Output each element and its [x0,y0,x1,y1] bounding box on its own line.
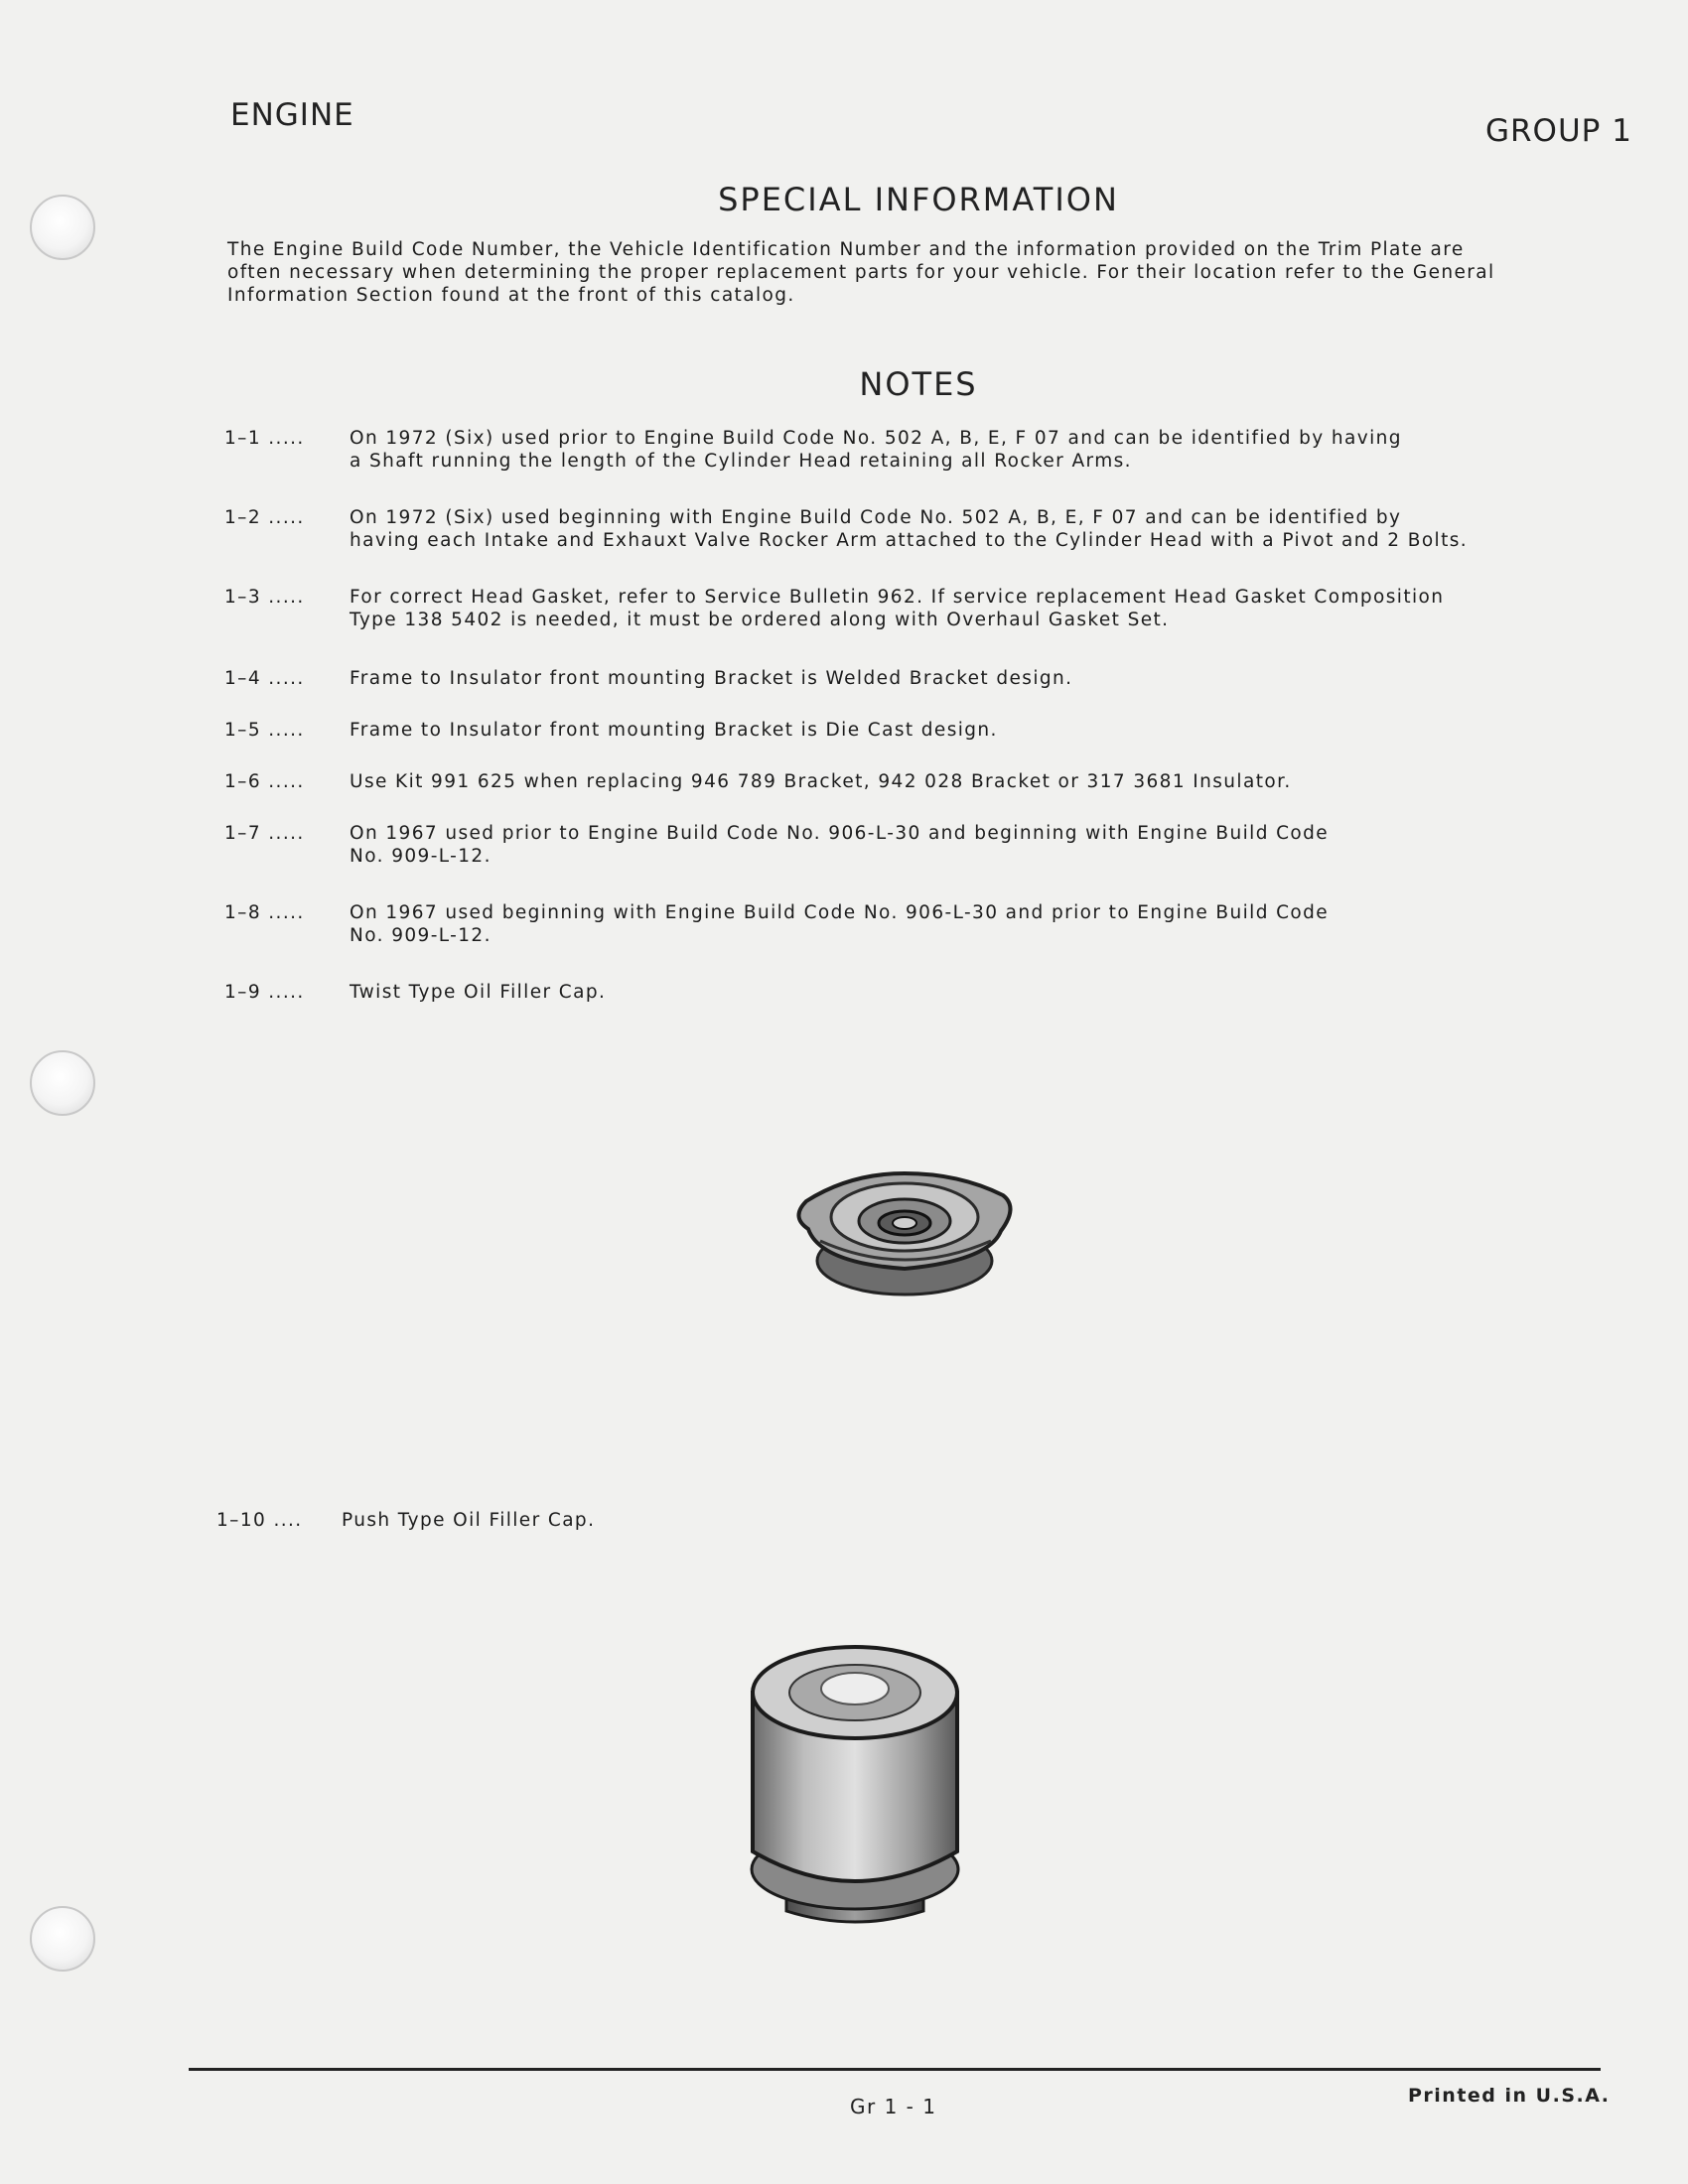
note-line: Twist Type Oil Filler Cap. [350,982,607,1003]
note-number: 1–10 .... [216,1510,303,1531]
section-heading: ENGINE [230,97,354,133]
note-number: 1–1 ..... [224,428,305,449]
note-line: No. 909-L-12. [350,925,492,946]
note-line: On 1967 used prior to Engine Build Code No. 906-L-30 and beginning with Engine Build Code [350,823,1330,844]
note-line: a Shaft running the length of the Cylinder Head retaining all Rocker Arms. [350,451,1132,472]
note-line: Frame to Insulator front mounting Bracket is Die Cast design. [350,720,998,741]
intro-line: often necessary when determining the proper replacement parts for your vehicle. For their location refer to the General [227,262,1495,283]
push-oil-filler-cap-illustration [731,1623,979,1931]
note-1-8 [224,901,1615,947]
note-1-9 [224,981,1615,1004]
punch-hole-bottom [30,1906,95,1972]
note-1-5 [224,719,1615,742]
note-line: Type 138 5402 is needed, it must be ordered along with Overhaul Gasket Set. [350,610,1170,630]
note-number: 1–4 ..... [224,668,305,689]
note-line: On 1972 (Six) used prior to Engine Build Code No. 502 A, B, E, F 07 and can be identified by having [350,428,1402,449]
note-1-2 [224,506,1615,552]
note-1-3 [224,586,1615,631]
note-number: 1–3 ..... [224,587,305,608]
twist-oil-filler-cap-illustration [780,1152,1029,1310]
printed-in-label: Printed in U.S.A. [1408,2085,1611,2107]
punch-hole-middle [30,1050,95,1116]
page-number: Gr 1 - 1 [850,2095,937,2118]
note-number: 1–8 ..... [224,902,305,923]
notes-title: NOTES [859,365,978,403]
note-line: No. 909-L-12. [350,846,492,867]
note-line: For correct Head Gasket, refer to Service Bulletin 962. If service replacement Head Gasket Composition [350,587,1445,608]
note-1-4 [224,667,1615,690]
footer-rule [189,2068,1601,2071]
note-1-7 [224,822,1615,868]
intro-line: Information Section found at the front of this catalog. [227,285,795,306]
note-line: Use Kit 991 625 when replacing 946 789 Bracket, 942 028 Bracket or 317 3681 Insulator. [350,771,1292,792]
note-1-6 [224,770,1615,793]
note-line: On 1967 used beginning with Engine Build Code No. 906-L-30 and prior to Engine Build Code [350,902,1330,923]
note-line: Push Type Oil Filler Cap. [342,1510,596,1531]
note-number: 1–5 ..... [224,720,305,741]
note-number: 1–9 ..... [224,982,305,1003]
special-information-title: SPECIAL INFORMATION [718,181,1119,218]
note-number: 1–6 ..... [224,771,305,792]
note-1-10 [216,1509,1607,1532]
note-1-1 [224,427,1615,473]
note-number: 1–2 ..... [224,507,305,528]
note-line: having each Intake and Exhauxt Valve Rocker Arm attached to the Cylinder Head with a Pivot and 2 Bolts. [350,530,1469,551]
group-heading: GROUP 1 [1485,113,1632,149]
note-line: On 1972 (Six) used beginning with Engine Build Code No. 502 A, B, E, F 07 and can be identified by [350,507,1402,528]
note-line: Frame to Insulator front mounting Bracket is Welded Bracket design. [350,668,1073,689]
special-information-text [227,238,1598,307]
intro-line: The Engine Build Code Number, the Vehicle Identification Number and the information provided on the Trim Plate are [227,239,1465,260]
note-number: 1–7 ..... [224,823,305,844]
